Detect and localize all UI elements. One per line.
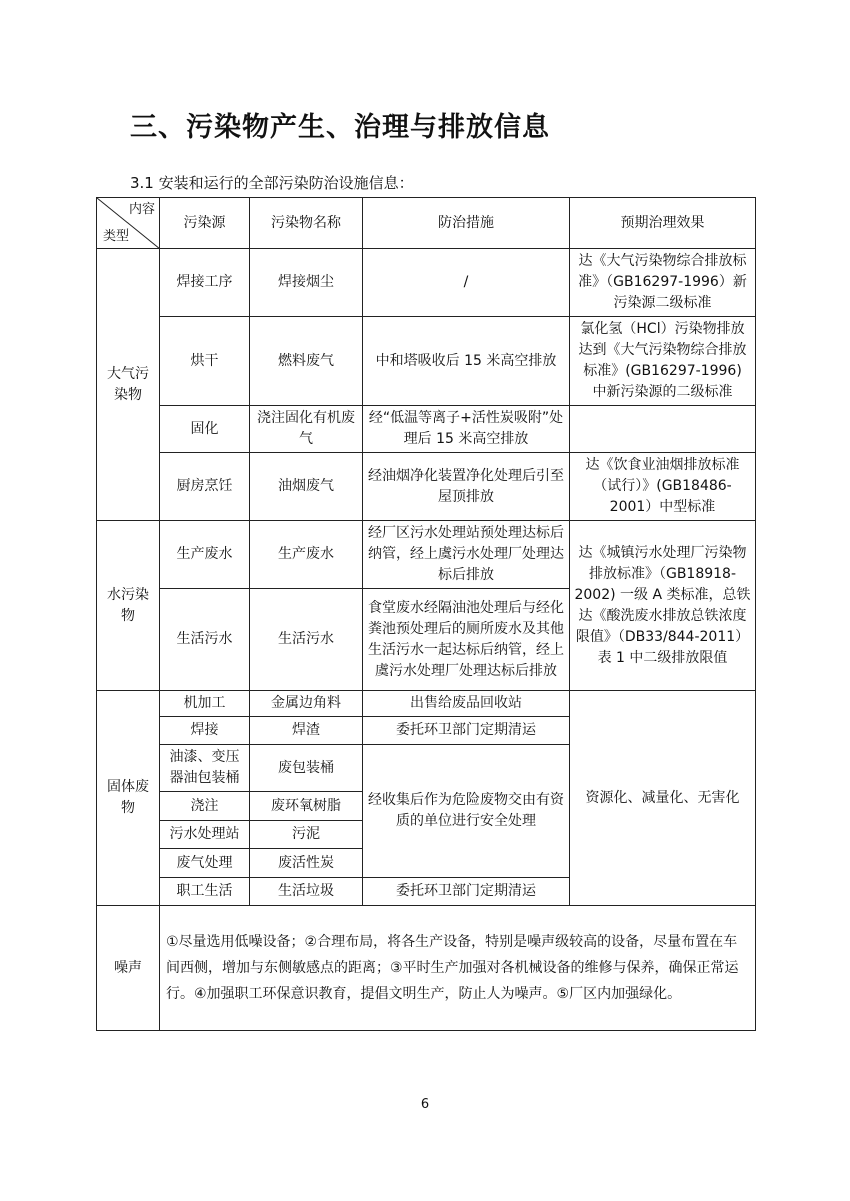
cell-measure: 委托环卫部门定期清运 xyxy=(363,717,570,745)
cell-pollutant: 焊接烟尘 xyxy=(250,249,363,317)
header-row xyxy=(97,198,756,249)
page-title: 三、污染物产生、治理与排放信息 xyxy=(130,112,550,143)
cell-source: 污水处理站 xyxy=(160,821,250,849)
header-corner-bottom: 类型 xyxy=(103,229,130,244)
cell-source: 焊接 xyxy=(160,717,250,745)
cell-pollutant: 浇注固化有机废气 xyxy=(250,406,363,453)
category-air: 大气污染物 xyxy=(97,249,160,521)
cell-measure: / xyxy=(363,249,570,317)
cell-measure: 中和塔吸收后 15 米高空排放 xyxy=(363,317,570,406)
cell-pollutant: 废活性炭 xyxy=(250,849,363,878)
cell-pollutant: 生活垃圾 xyxy=(250,878,363,906)
table-row xyxy=(97,906,756,1031)
cell-source: 浇注 xyxy=(160,792,250,821)
header-measures: 防治措施 xyxy=(363,198,570,249)
cell-effect: 氯化氢（HCl）污染物排放达到《大气污染物综合排放标准》(GB16297-1996) 中新污染源的二级标准 xyxy=(570,317,756,406)
cell-source: 职工生活 xyxy=(160,878,250,906)
cell-pollutant: 生产废水 xyxy=(250,521,363,589)
header-source: 污染源 xyxy=(160,198,250,249)
cell-source: 废气处理 xyxy=(160,849,250,878)
cell-pollutant: 废环氧树脂 xyxy=(250,792,363,821)
cell-source: 烘干 xyxy=(160,317,250,406)
noise-measures: ①尽量选用低噪设备；②合理布局，将各生产设备，特别是噪声级较高的设备，尽量布置在车间西侧，增加与东侧敏感点的距离；③平时生产加强对各机械设备的维修与保养，确保正常运行。④加强职工环保意识教育，提倡文明生产，防止人为噪声。⑤厂区内加强绿化。 xyxy=(160,906,756,1031)
cell-source: 厨房烹饪 xyxy=(160,453,250,521)
pollution-table xyxy=(96,197,756,1031)
table-row xyxy=(97,521,756,589)
cell-measure: 委托环卫部门定期清运 xyxy=(363,878,570,906)
cell-pollutant: 燃料废气 xyxy=(250,317,363,406)
cell-measure: 经收集后作为危险废物交由有资质的单位进行安全处理 xyxy=(363,745,570,878)
section-subtitle: 3.1 安装和运行的全部污染防治设施信息： xyxy=(130,174,414,192)
category-water: 水污染物 xyxy=(97,521,160,691)
cell-source: 生产废水 xyxy=(160,521,250,589)
cell-pollutant: 油烟废气 xyxy=(250,453,363,521)
cell-effect xyxy=(570,406,756,453)
cell-pollutant: 废包装桶 xyxy=(250,745,363,792)
category-solid: 固体废物 xyxy=(97,691,160,906)
cell-measure: 经“低温等离子+活性炭吸附”处理后 15 米高空排放 xyxy=(363,406,570,453)
cell-source: 固化 xyxy=(160,406,250,453)
cell-measure: 食堂废水经隔油池处理后与经化粪池预处理后的厕所废水及其他生活污水一起达标后纳管，经上虞污水处理厂处理达标后排放 xyxy=(363,589,570,691)
cell-measure: 经厂区污水处理站预处理达标后纳管，经上虞污水处理厂处理达标后排放 xyxy=(363,521,570,589)
cell-measure: 出售给废品回收站 xyxy=(363,691,570,717)
cell-source: 机加工 xyxy=(160,691,250,717)
category-noise: 噪声 xyxy=(97,906,160,1031)
cell-effect: 资源化、减量化、无害化 xyxy=(570,691,756,906)
header-corner-top: 内容 xyxy=(128,202,155,217)
table-row xyxy=(97,691,756,717)
cell-effect: 达《大气污染物综合排放标准》（GB16297-1996）新污染源二级标准 xyxy=(570,249,756,317)
cell-pollutant: 焊渣 xyxy=(250,717,363,745)
cell-pollutant: 生活污水 xyxy=(250,589,363,691)
cell-pollutant: 金属边角料 xyxy=(250,691,363,717)
cell-pollutant: 污泥 xyxy=(250,821,363,849)
cell-source: 焊接工序 xyxy=(160,249,250,317)
cell-source: 生活污水 xyxy=(160,589,250,691)
cell-measure: 经油烟净化装置净化处理后引至屋顶排放 xyxy=(363,453,570,521)
page-number: 6 xyxy=(420,1097,430,1112)
table-row xyxy=(97,249,756,317)
cell-source: 油漆、变压器油包装桶 xyxy=(160,745,250,792)
header-corner-cell xyxy=(97,198,160,249)
cell-effect: 达《饮食业油烟排放标准（试行）》(GB18486-2001）中型标准 xyxy=(570,453,756,521)
header-pollutant: 污染物名称 xyxy=(250,198,363,249)
cell-effect: 达《城镇污水处理厂污染物排放标准》（GB18918-2002) 一级 A 类标准，总铁达《酸洗废水排放总铁浓度限值》（DB33/844-2011）表 1 中二级排放限值 xyxy=(570,521,756,691)
header-effect: 预期治理效果 xyxy=(570,198,756,249)
table-row xyxy=(97,453,756,521)
table-row xyxy=(97,317,756,406)
table-row xyxy=(97,406,756,453)
